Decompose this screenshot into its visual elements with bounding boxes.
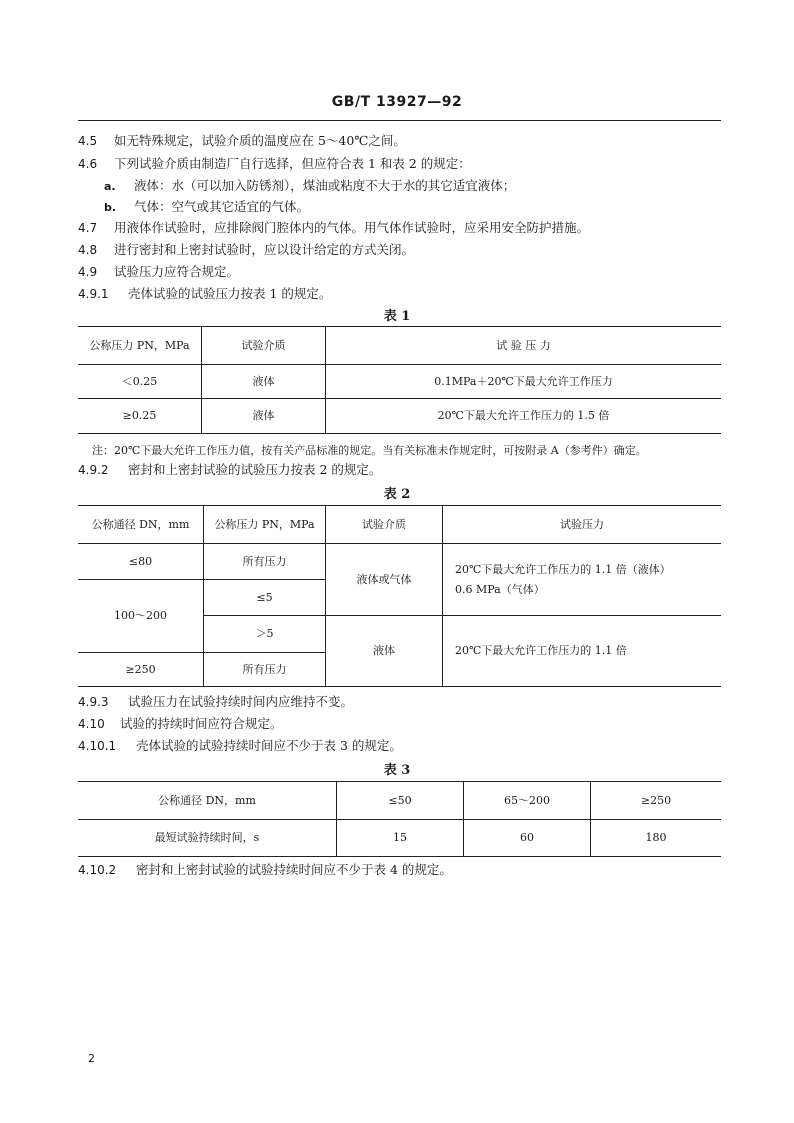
table-cell: 液体或气体 [326, 544, 443, 616]
table-row [78, 399, 721, 434]
clause-number: 4.9 [78, 265, 98, 279]
table-cell: 0.1MPa＋20℃下最大允许工作压力 [326, 365, 722, 399]
table-header-cell: 试验压力 [443, 506, 722, 544]
clause-number: 4.5 [78, 134, 98, 148]
clause-text: 如无特殊规定，试验介质的温度应在 5～40℃之间。 [114, 133, 406, 148]
table-cell: 20℃下最大允许工作压力的 1.5 倍 [326, 399, 722, 434]
table-header-cell: 公称压力 PN，MPa [78, 327, 202, 365]
clause-4-9-3 [78, 694, 353, 710]
clause-4-6 [78, 156, 471, 172]
table-header-row [78, 506, 721, 544]
clause-4-7 [78, 220, 589, 236]
table-cell [443, 544, 722, 616]
clause-text: 试验的持续时间应符合规定。 [120, 716, 283, 731]
pressure-gas: 0.6 MPa（气体） [455, 582, 545, 596]
table-cell: 15 [337, 820, 464, 857]
table-cell: 60 [464, 820, 591, 857]
list-text: 气体：空气或其它适宜的气体。 [134, 199, 310, 214]
table3-caption: 表 3 [383, 763, 411, 778]
clause-4-10-2 [78, 862, 452, 878]
table-header-cell: 公称压力 PN，MPa [204, 506, 326, 544]
table-cell: 所有压力 [204, 653, 326, 687]
table-cell: 液体 [202, 365, 326, 399]
table-cell: ≥250 [78, 653, 204, 687]
table-cell: 所有压力 [204, 544, 326, 580]
table-cell: 液体 [326, 616, 443, 687]
table-header-cell: 最短试验持续时间，s [78, 820, 337, 857]
clause-4-10 [78, 716, 283, 732]
table-3 [78, 781, 721, 857]
clause-number: 4.6 [78, 157, 98, 171]
clause-text: 用液体作试验时，应排除阀门腔体内的气体。用气体作试验时，应采用安全防护措施。 [114, 220, 590, 235]
table-cell: ＜0.25 [78, 365, 202, 399]
table-cell: ＞5 [204, 616, 326, 653]
clause-number: 4.7 [78, 221, 98, 235]
list-text: 液体：水（可以加入防锈剂），煤油或粘度不大于水的其它适宜液体； [134, 178, 516, 193]
clause-4-10-1 [78, 738, 402, 754]
table-cell: ≥250 [591, 782, 722, 820]
table-cell: ≥0.25 [78, 399, 202, 434]
table-2 [78, 505, 721, 687]
table-cell: 液体 [202, 399, 326, 434]
clause-text: 试验压力应符合规定。 [114, 264, 240, 279]
clause-text: 进行密封和上密封试验时，应以设计给定的方式关闭。 [114, 242, 415, 257]
table1-note: 注：20℃下最大允许工作压力值，按有关产品标准的规定。当有关标准未作规定时，可按附录 A（参考件）确定。 [92, 444, 647, 457]
clause-number: 4.10 [78, 717, 105, 731]
clause-text: 壳体试验的试验持续时间应不少于表 3 的规定。 [136, 738, 402, 753]
table-row [78, 820, 721, 857]
clause-4-9 [78, 264, 239, 280]
table-1 [78, 326, 721, 434]
table-header-row [78, 327, 721, 365]
clause-4-9-1 [78, 286, 331, 302]
table-cell: 100～200 [78, 580, 204, 653]
clause-4-5 [78, 133, 406, 149]
table-cell: 20℃下最大允许工作压力的 1.1 倍 [443, 616, 722, 687]
clause-number: 4.10.2 [78, 863, 117, 877]
table-cell: ≤5 [204, 580, 326, 616]
table2-caption: 表 2 [383, 487, 411, 502]
clause-text: 壳体试验的试验压力按表 1 的规定。 [128, 286, 332, 301]
pressure-liquid: 20℃下最大允许工作压力的 1.1 倍（液体） [455, 562, 671, 576]
page-header: GB/T 13927—92 [331, 94, 463, 110]
page-number: 2 [88, 1052, 95, 1065]
table-header-cell: 试 验 压 力 [326, 327, 722, 365]
table-header-cell: 试验介质 [326, 506, 443, 544]
list-label: b. [104, 201, 117, 214]
list-label: a. [104, 180, 116, 193]
table-header-cell: 公称通径 DN，mm [78, 782, 337, 820]
clause-4-6-a [104, 178, 515, 195]
table-cell: 180 [591, 820, 722, 857]
clause-text: 密封和上密封试验的试验压力按表 2 的规定。 [128, 462, 382, 477]
table-row [78, 365, 721, 399]
header-rule [78, 120, 721, 121]
clause-number: 4.8 [78, 243, 98, 257]
clause-4-6-b [104, 199, 309, 216]
clause-number: 4.10.1 [78, 739, 117, 753]
clause-text: 试验压力在试验持续时间内应维持不变。 [128, 694, 354, 709]
clause-number: 4.9.3 [78, 695, 109, 709]
table-cell: ≤80 [78, 544, 204, 580]
table-header-cell: 公称通径 DN，mm [78, 506, 204, 544]
table-cell: 65～200 [464, 782, 591, 820]
clause-text: 密封和上密封试验的试验持续时间应不少于表 4 的规定。 [136, 862, 452, 877]
clause-4-9-2 [78, 462, 381, 478]
clause-number: 4.9.2 [78, 463, 109, 477]
clause-number: 4.9.1 [78, 287, 109, 301]
clause-text: 下列试验介质由制造厂自行选择，但应符合表 1 和表 2 的规定： [114, 156, 471, 171]
table-cell: ≤50 [337, 782, 464, 820]
table1-caption: 表 1 [383, 309, 411, 324]
table-row [78, 544, 721, 580]
table-row [78, 782, 721, 820]
clause-4-8 [78, 242, 414, 258]
table-header-cell: 试验介质 [202, 327, 326, 365]
